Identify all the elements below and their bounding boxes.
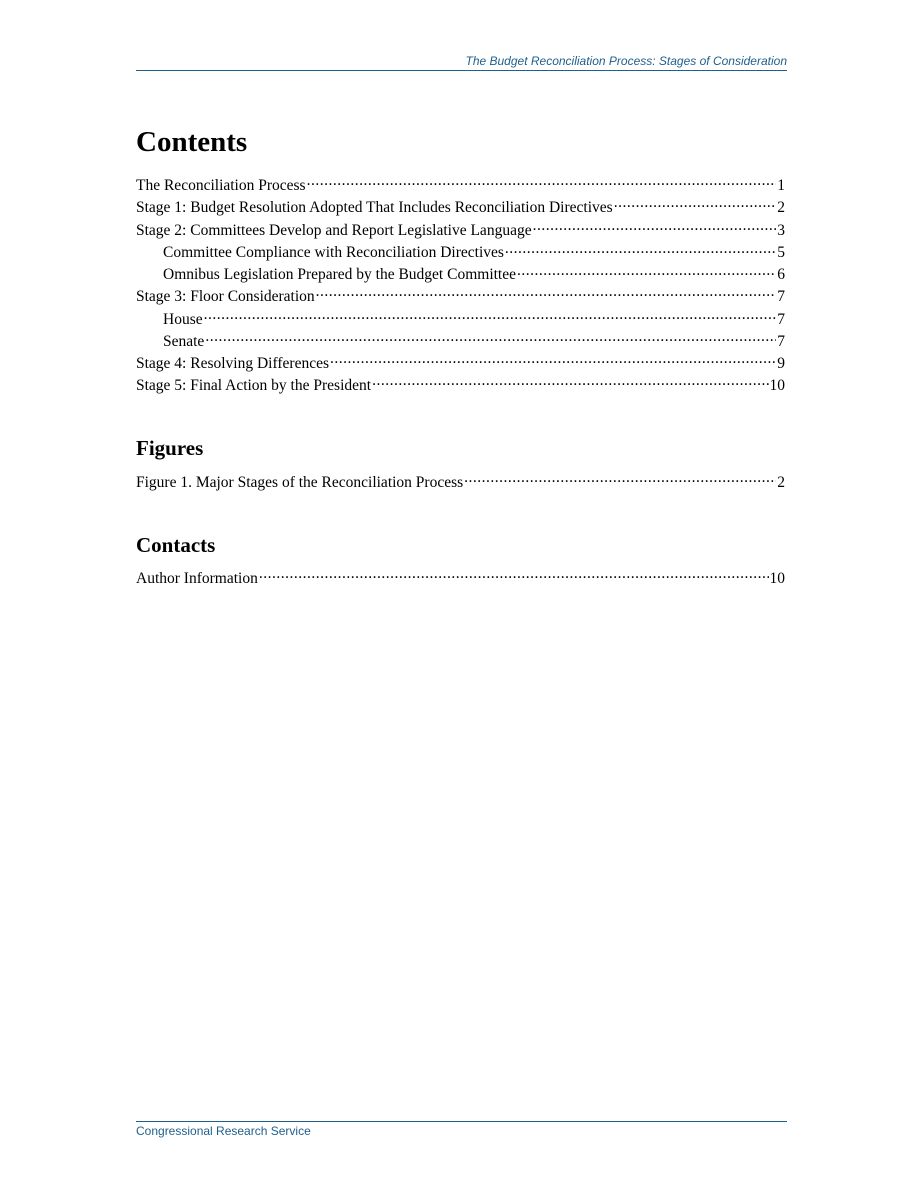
- toc-entry-page: 3: [777, 221, 785, 239]
- section-spacer: [136, 397, 785, 435]
- toc-entry-stage-4[interactable]: [136, 352, 785, 375]
- toc-entry-title: Author Information: [136, 570, 258, 587]
- toc-entry-figure-1[interactable]: [136, 471, 785, 494]
- running-header: [136, 54, 787, 71]
- toc-entry-stage-1[interactable]: [136, 197, 785, 220]
- toc-entry-title: Senate: [163, 332, 205, 350]
- footer-organization: Congressional Research Service: [136, 1124, 311, 1138]
- toc-entry-page: 6: [777, 266, 785, 283]
- dot-leader: [330, 352, 776, 368]
- toc-entry-page: 5: [777, 244, 785, 261]
- figures-heading: Figures: [136, 436, 204, 460]
- toc-entry-page: 10: [769, 570, 785, 587]
- toc-entry-title: Omnibus Legislation Prepared by the Budget Committee: [163, 266, 516, 283]
- contacts-heading: Contacts: [136, 532, 216, 557]
- toc-entry-page: 10: [769, 377, 785, 394]
- toc-entry-title: Stage 4: Resolving Differences: [136, 354, 329, 372]
- dot-leader: [517, 264, 776, 280]
- toc-entry-reconciliation-process[interactable]: [136, 174, 785, 197]
- dot-leader: [372, 375, 768, 391]
- toc-entry-title: Figure 1. Major Stages of the Reconciliation Process: [136, 473, 464, 491]
- toc-entry-title: Committee Compliance with Reconciliation Directives: [163, 244, 504, 261]
- toc-entry-author-information[interactable]: [136, 568, 785, 591]
- toc-entry-omnibus-legislation[interactable]: [136, 264, 785, 286]
- toc-entry-stage-5[interactable]: [136, 375, 785, 398]
- dot-leader: [505, 242, 776, 258]
- toc-entry-senate[interactable]: [136, 330, 785, 352]
- toc-entry-title: Stage 5: Final Action by the President: [136, 377, 372, 394]
- toc-entry-house[interactable]: [136, 308, 785, 330]
- dot-leader: [259, 568, 769, 584]
- figures-list: [136, 471, 785, 494]
- running-header-title: The Budget Reconciliation Process: Stages of Consideration: [465, 54, 787, 68]
- dot-leader: [533, 219, 777, 235]
- dot-leader: [205, 330, 776, 346]
- toc-entry-title: House: [163, 310, 203, 328]
- toc-entry-title: Stage 1: Budget Resolution Adopted That Includes Reconciliation Directives: [136, 199, 613, 216]
- toc-entry-page: 2: [777, 473, 785, 491]
- toc-entry-page: 7: [777, 332, 785, 350]
- toc-entry-title: Stage 2: Committees Develop and Report Legislative Language: [136, 221, 532, 239]
- toc-entry-title: The Reconciliation Process: [136, 176, 306, 194]
- running-footer: [136, 1121, 787, 1138]
- dot-leader: [316, 286, 777, 302]
- toc-entry-page: 7: [777, 310, 785, 328]
- toc-entry-page: 1: [777, 176, 785, 194]
- toc-entry-page: 2: [777, 199, 785, 216]
- table-of-contents-page: [136, 124, 785, 590]
- toc-entry-stage-3[interactable]: [136, 286, 785, 309]
- section-spacer: [136, 494, 785, 532]
- toc-entry-committee-compliance[interactable]: [136, 242, 785, 264]
- contents-heading: Contents: [136, 126, 248, 158]
- toc-entry-stage-2[interactable]: [136, 219, 785, 242]
- dot-leader: [204, 308, 777, 324]
- toc-entry-title: Stage 3: Floor Consideration: [136, 288, 315, 305]
- toc-entry-page: 7: [777, 288, 785, 305]
- dot-leader: [307, 174, 777, 190]
- contacts-list: [136, 568, 785, 591]
- contents-list: [136, 174, 785, 397]
- dot-leader: [614, 197, 777, 213]
- dot-leader: [464, 471, 776, 487]
- toc-entry-page: 9: [777, 354, 785, 372]
